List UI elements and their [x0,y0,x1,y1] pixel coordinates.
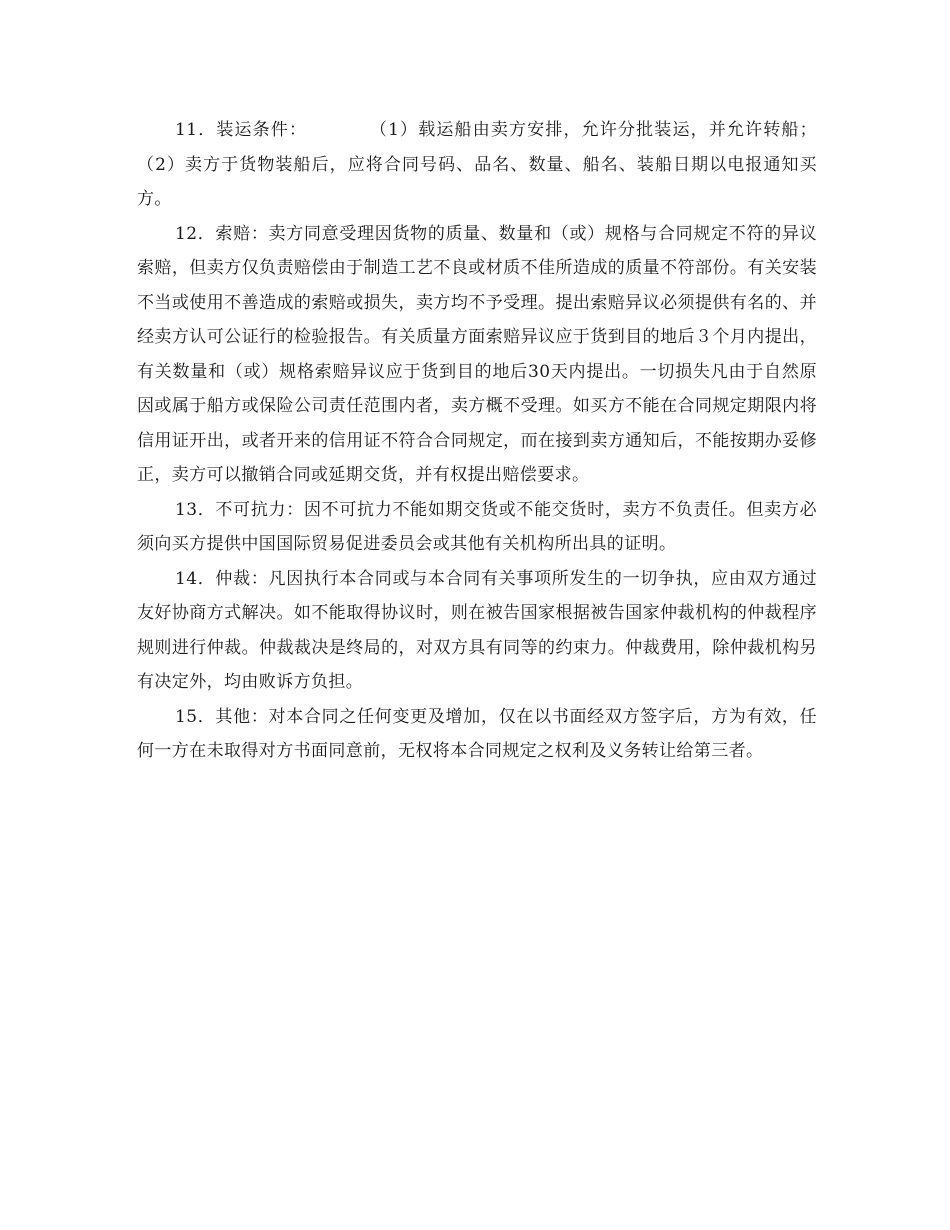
clause-11-heading: 11．装运条件： [175,120,308,140]
clause-15: 15．其他：对本合同之任何变更及增加，仅在以书面经双方签字后，方为有效，任何一方在未取得对方书面同意前，无权将本合同规定之权利及义务转让给第三者。 [137,706,817,761]
contract-body [137,113,817,769]
clause-12: 12．索赔：卖方同意受理因货物的质量、数量和（或）规格与合同规定不符的异议索赔，但卖方仅负责赔偿由于制造工艺不良或材质不佳所造成的质量不符部份。有关安装不当或使用不善造成的索赔或损失，卖方均不予受理。提出索赔异议必须提供有名的、并经卖方认可公证行的检验报告。有关质量方面索赔异议应于货到目的地后３个月内提出，有关数量和（或）规格索赔异议应于货到目的地后30天内提出。一切损失凡由于自然原因或属于船方或保险公司责任范围内者，卖方概不受理。如买方不能在合同规定期限内将信用证开出，或者开来的信用证不符合合同规定，而在接到卖方通知后，不能按期办妥修正，卖方可以撤销合同或延期交货，并有权提出赔偿要求。 [137,223,817,485]
clause-14: 14．仲裁：凡因执行本合同或与本合同有关事项所发生的一切争执，应由双方通过友好协商方式解决。如不能取得协议时，则在被告国家根据被告国家仲裁机构的仲裁程序规则进行仲裁。仲裁裁决是终局的，对双方具有同等的约束力。仲裁费用，除仲裁机构另有决定外，均由败诉方负担。 [137,568,817,692]
clause-13: 13．不可抗力：因不可抗力不能如期交货或不能交货时，卖方不负责任。但卖方必须向买方提供中国国际贸易促进委员会或其他有关机构所出具的证明。 [137,499,817,554]
clause-11 [137,113,817,217]
clause-11-part1: （1）载运船由卖方安排，允许分批装运，并允许转船； [369,120,817,140]
clause-11-part2: （2）卖方于货物装船后，应将合同号码、品名、数量、船名、装船日期以电报通知买方。 [137,154,817,209]
